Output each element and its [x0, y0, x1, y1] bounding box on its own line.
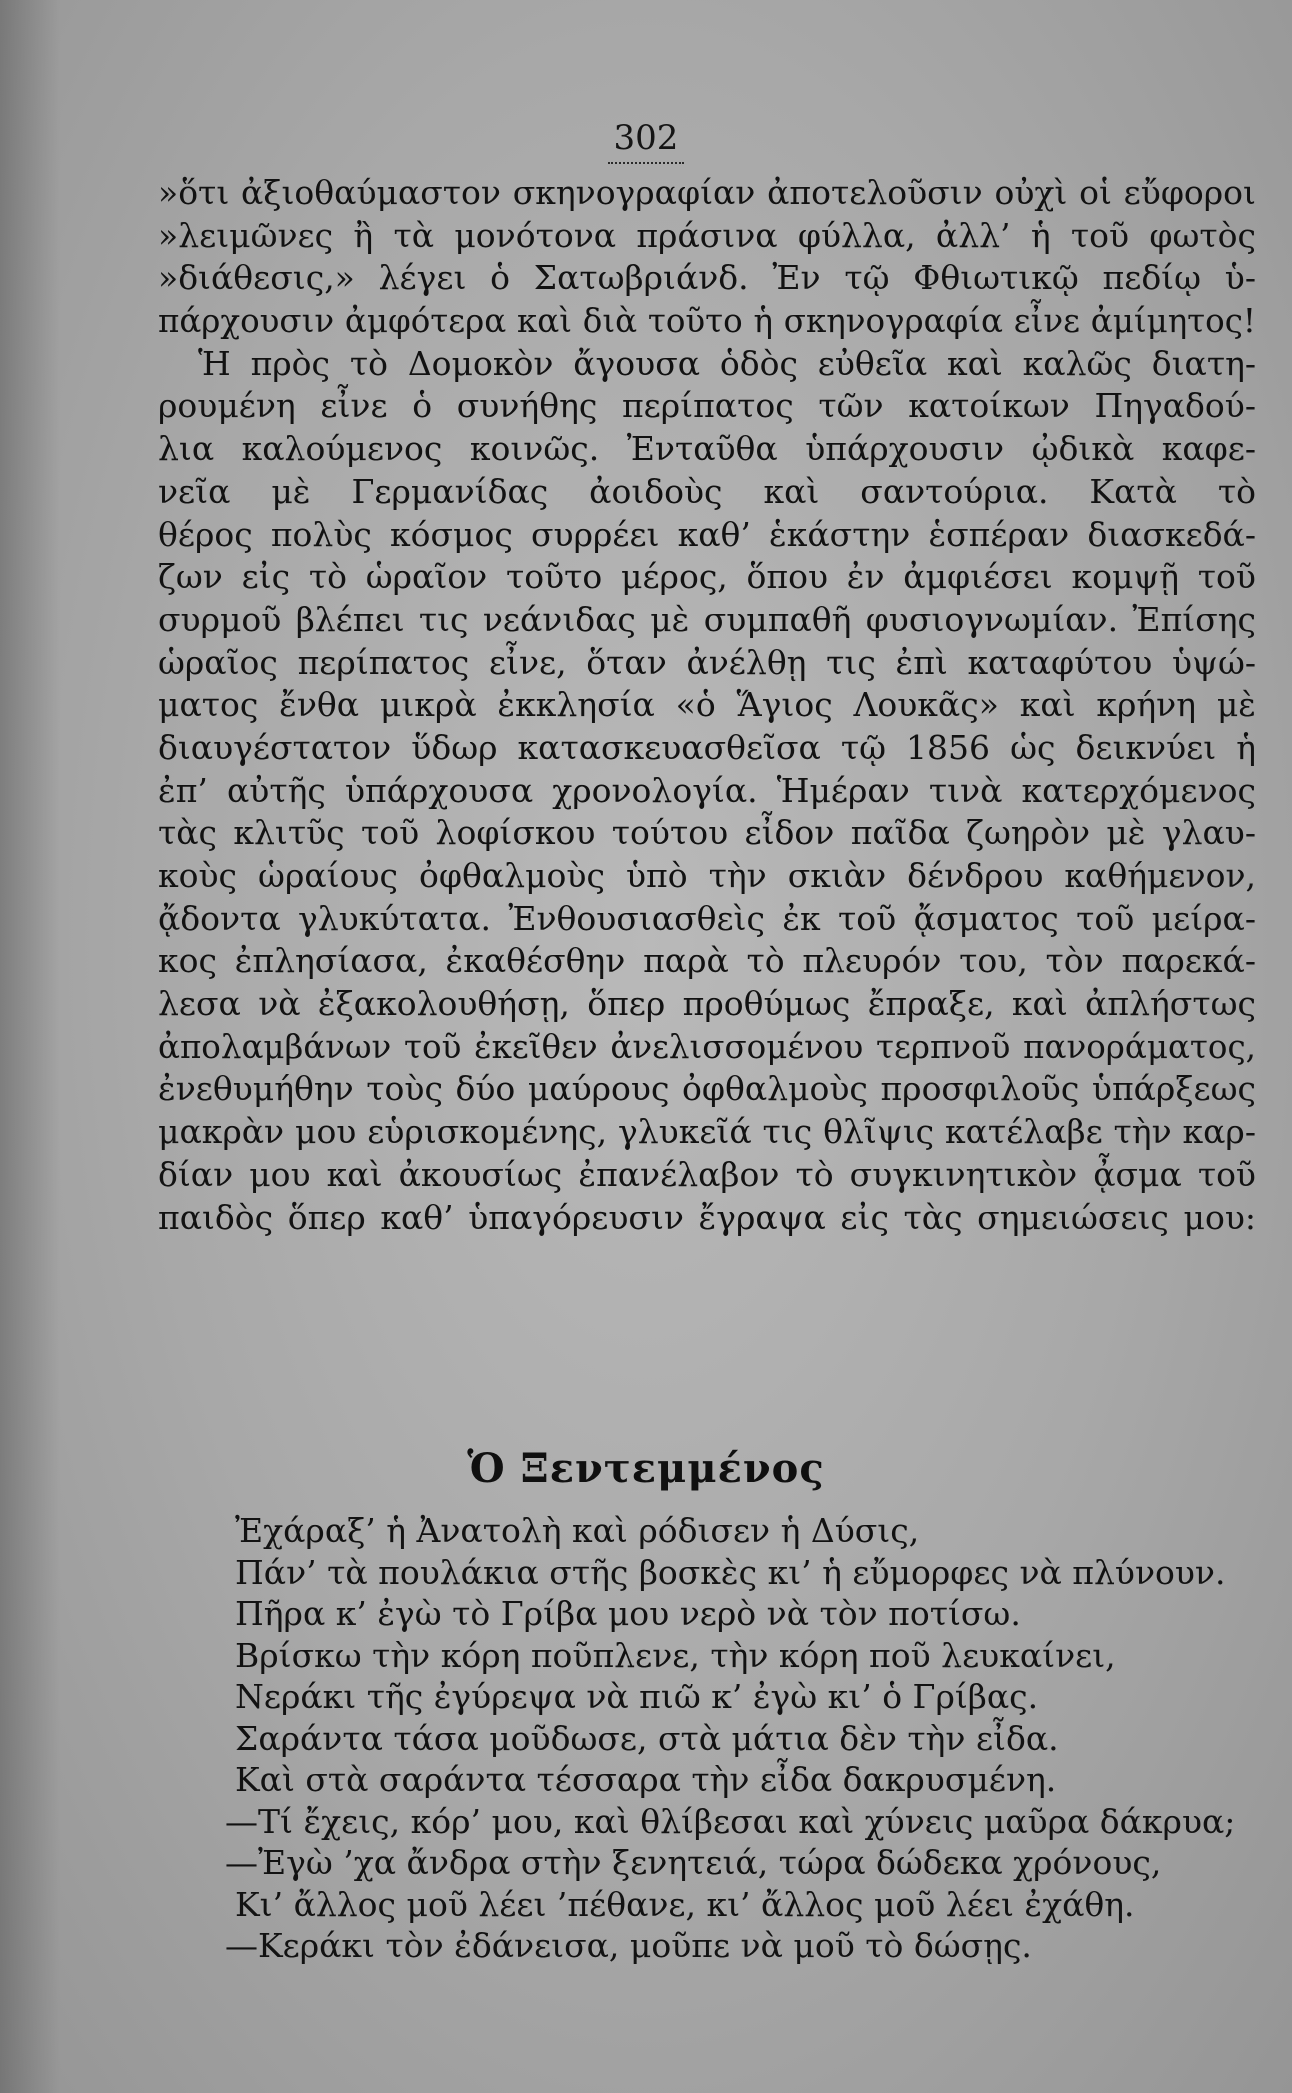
prose-line: ᾄδοντα γλυκύτατα. Ἐνθουσιασθεὶς ἐκ τοῦ ᾄσματος τοῦ μείρα- [158, 898, 1256, 938]
prose-line: κος ἐπλησίασα, ἐκαθέσθην παρὰ τὸ πλευρόν του, τὸν παρεκά- [158, 941, 1256, 981]
prose-line: κοὺς ὡραίους ὀφθαλμοὺς ὑπὸ τὴν σκιὰν δένδρου καθήμενον, [158, 856, 1256, 895]
poem-block [225, 1510, 1245, 1967]
poem-line: Καὶ στὰ σαράντα τέσσαρα τὴν εἶδα δακρυσμένη. [235, 1760, 1057, 1799]
poem-line: Βρίσκω τὴν κόρη ποῦπλενε, τὴν κόρη ποῦ λευκαίνει, [235, 1635, 1116, 1675]
prose-line: λεσα νὰ ἐξακολουθήσῃ, ὅπερ προθύμως ἔπραξε, καὶ ἀπλήστως [158, 984, 1256, 1024]
prose-line: ματος ἔνθα μικρὰ ἐκκλησία «ὁ Ἅγιος Λουκᾶς» καὶ κρήνη μὲ [158, 685, 1256, 725]
page-number-rule [608, 162, 684, 164]
poem-line: Πῆρα κ’ ἐγὼ τὸ Γρίβα μου νερὸ νὰ τὸν ποτίσω. [235, 1594, 1021, 1633]
prose-line: λια καλούμενος κοινῶς. Ἐνταῦθα ὑπάρχουσιν ᾠδικὰ καφε- [158, 429, 1256, 469]
prose-line: Ἡ πρὸς τὸ Δομοκὸν ἄγουσα ὁδὸς εὐθεῖα καὶ καλῶς διατη- [198, 343, 1256, 383]
prose-line: νεῖα μὲ Γερμανίδας ἀοιδοὺς καὶ σαντούρια. Κατὰ τὸ [158, 471, 1256, 511]
prose-line: ρουμένη εἶνε ὁ συνήθης περίπατος τῶν κατοίκων Πηγαδού- [158, 386, 1256, 426]
poem-line: —Ἐγὼ ’χα ἄνδρα στὴν ξενητειά, τώρα δώδεκα χρόνους, [225, 1843, 1162, 1882]
prose-line: παιδὸς ὅπερ καθ’ ὑπαγόρευσιν ἔγραψα εἰς τὰς σημειώσεις μου: [158, 1197, 1256, 1237]
prose-line: »ὅτι ἀξιοθαύμαστον σκηνογραφίαν ἀποτελοῦσιν οὐχὶ οἱ εὔφοροι [158, 173, 1256, 212]
poem-line: —Κεράκι τὸν ἐδάνεισα, μοῦπε νὰ μοῦ τὸ δώσῃς. [225, 1926, 1032, 1965]
prose-line: μακρὰν μου εὑρισκομένης, γλυκεῖά τις θλῖψις κατέλαβε τὴν καρ- [158, 1112, 1256, 1152]
poem-line: Σαράντα τάσα μοῦδωσε, στὰ μάτια δὲν τὴν εἶδα. [235, 1718, 1059, 1758]
prose-line: »λειμῶνες ἢ τὰ μονότονα πράσινα φύλλα, ἀλλ’ ἡ τοῦ φωτὸς [158, 215, 1256, 255]
poem-line: Νεράκι τῆς ἐγύρεψα νὰ πιῶ κ’ ἐγὼ κι’ ὁ Γρίβας. [235, 1677, 1039, 1716]
prose-line: ἐνεθυμήθην τοὺς δύο μαύρους ὀφθαλμοὺς προσφιλοῦς ὑπάρξεως [158, 1069, 1256, 1109]
prose-line: τὰς κλιτῦς τοῦ λοφίσκου τούτου εἶδον παῖδα ζωηρὸν μὲ γλαυ- [158, 813, 1256, 853]
prose-line: θέρος πολὺς κόσμος συρρέει καθ’ ἑκάστην ἑσπέραν διασκεδά- [158, 514, 1256, 554]
prose-line: ἀπολαμβάνων τοῦ ἐκεῖθεν ἀνελισσομένου τερπνοῦ πανοράματος, [158, 1027, 1256, 1066]
prose-line: ἐπ’ αὐτῆς ὑπάρχουσα χρονολογία. Ἡμέραν τινὰ κατερχόμενος [158, 770, 1256, 810]
poem-line: —Τί ἔχεις, κόρ’ μου, καὶ θλίβεσαι καὶ χύνεις μαῦρα δάκρυα; [225, 1801, 1236, 1841]
poem-title: Ὁ Ξεντεμμένος [467, 1445, 825, 1492]
prose-line: ὡραῖος περίπατος εἶνε, ὅταν ἀνέλθῃ τις ἐπὶ καταφύτου ὑψώ- [158, 642, 1256, 682]
scan-edge-shadow [0, 0, 60, 2093]
poem-line: Ἐχάραξ’ ἡ Ἀνατολὴ καὶ ρόδισεν ἡ Δύσις, [235, 1511, 920, 1550]
poem-line: Κι’ ἄλλος μοῦ λέει ’πέθανε, κι’ ἄλλος μοῦ λέει ἐχάθη. [235, 1884, 1135, 1924]
poem-line: Πάν’ τὰ πουλάκια στῆς βοσκὲς κι’ ἡ εὔμορφες νὰ πλύνουν. [235, 1552, 1226, 1592]
page-number: 302 [613, 118, 679, 158]
prose-line: »διάθεσις,» λέγει ὁ Σατωβριάνδ. Ἐν τῷ Φθιωτικῷ πεδίῳ ὑ- [158, 258, 1256, 298]
prose-line: ζων εἰς τὸ ὡραῖον τοῦτο μέρος, ὅπου ἐν ἀμφιέσει κομψῇ τοῦ [158, 557, 1256, 597]
prose-line: συρμοῦ βλέπει τις νεάνιδας μὲ συμπαθῆ φυσιογνωμίαν. Ἐπίσης [158, 599, 1256, 639]
prose-line: πάρχουσιν ἀμφότερα καὶ διὰ τοῦτο ἡ σκηνογραφία εἶνε ἀμίμητος! [158, 302, 1256, 341]
prose-line: δίαν μου καὶ ἀκουσίως ἐπανέλαβον τὸ συγκινητικὸν ᾆσμα τοῦ [158, 1154, 1256, 1194]
prose-block [158, 172, 1256, 1239]
prose-line: διαυγέστατον ὕδωρ κατασκευασθεῖσα τῷ 1856 ὡς δεικνύει ἡ [158, 727, 1256, 767]
